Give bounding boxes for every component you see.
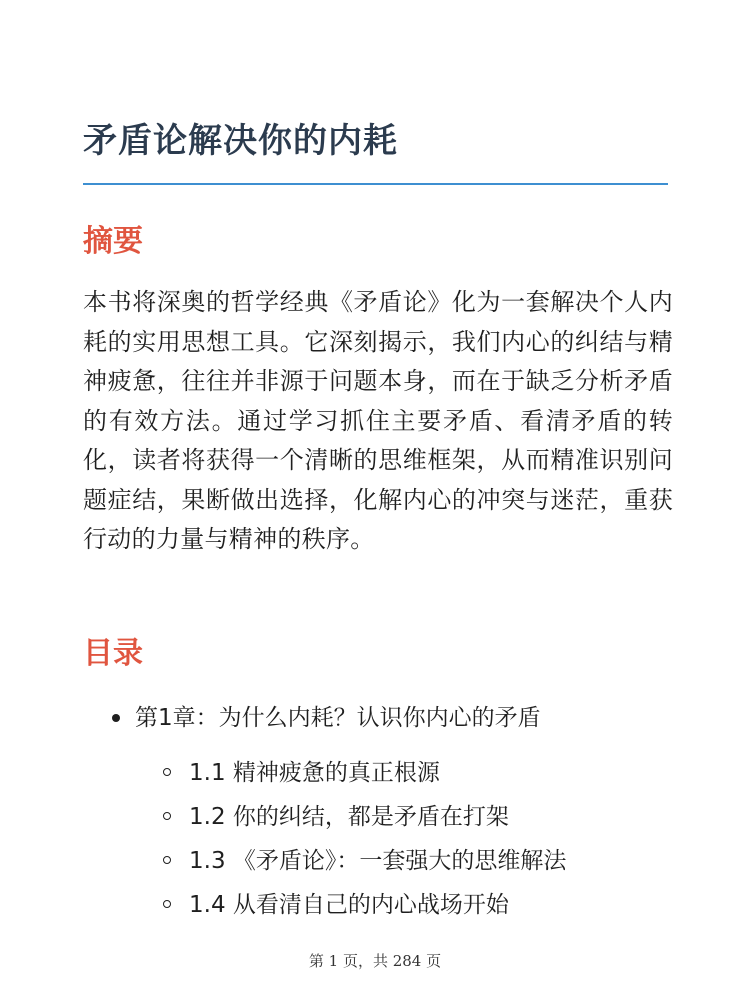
toc-section-label: 1.1 精神疲惫的真正根源 xyxy=(189,760,440,786)
circle-bullet-icon xyxy=(163,856,171,864)
toc-chapter-label: 第1章：为什么内耗？认识你内心的矛盾 xyxy=(135,705,541,731)
toc-section-label: 1.3 《矛盾论》：一套强大的思维解法 xyxy=(189,848,567,874)
toc-section-label: 1.4 从看清自己的内心战场开始 xyxy=(189,892,509,918)
abstract-heading: 摘要 xyxy=(83,224,143,259)
document-title: 矛盾论解决你的内耗 xyxy=(83,121,398,161)
disc-bullet-icon xyxy=(112,714,120,722)
circle-bullet-icon xyxy=(163,768,171,776)
abstract-paragraph: 本书将深奥的哲学经典《矛盾论》化为一套解决个人内耗的实用思想工具。它深刻揭示，我们内心的纠结与精神疲惫，往往并非源于问题本身，而在于缺乏分析矛盾的有效方法。通过学习抓住主要矛盾、看清矛盾的转化，读者将获得一个清晰的思维框架，从而精准识别问题症结，果断做出选择，化解内心的冲突与迷茫，重获行动的力量与精神的秩序。 xyxy=(83,288,673,553)
title-divider xyxy=(83,183,668,185)
circle-bullet-icon xyxy=(163,812,171,820)
toc-heading: 目录 xyxy=(83,636,143,671)
circle-bullet-icon xyxy=(163,900,171,908)
page-footer: 第 1 页，共 284 页 xyxy=(308,952,442,970)
toc-section-label: 1.2 你的纠结，都是矛盾在打架 xyxy=(189,804,509,830)
